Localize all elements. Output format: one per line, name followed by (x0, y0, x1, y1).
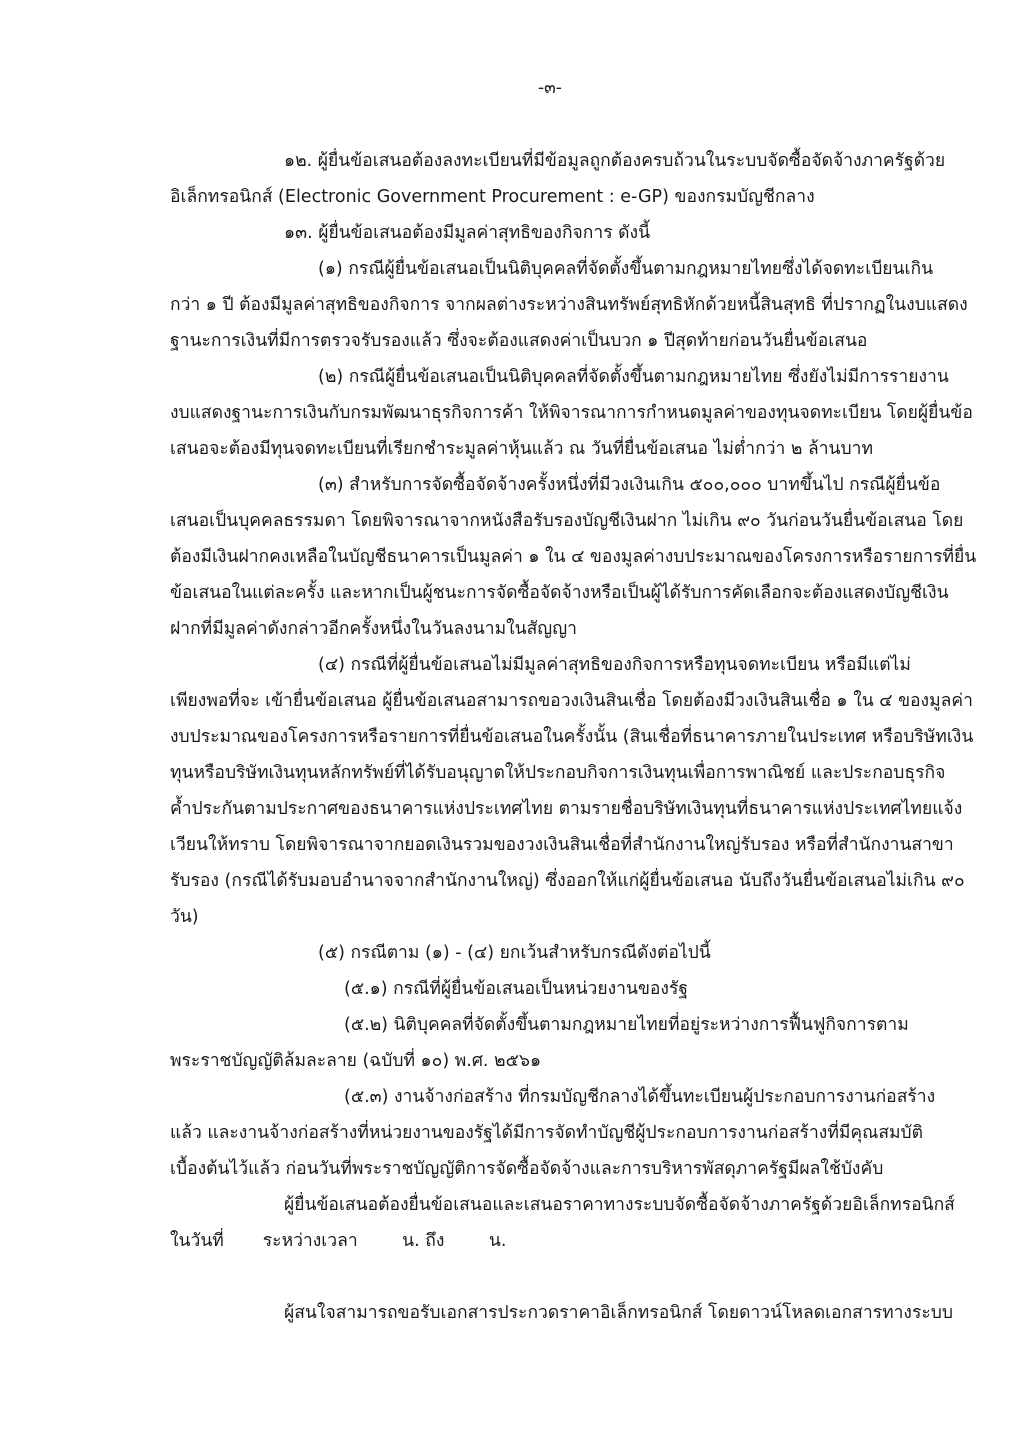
clause-5-3-line-2: แล้ว และงานจ้างก่อสร้างที่หน่วยงานของรัฐได้มีการจัดทำบัญชีผู้ประกอบการงานก่อสร้างที่มีคุณสมบัติ (170, 1123, 924, 1143)
submission-line-2: ในวันที่ ระหว่างเวลา น. ถึง น. (170, 1231, 507, 1251)
clause-5-2-line-2: พระราชบัญญัติล้มละลาย (ฉบับที่ ๑๐) พ.ศ. ๒๕๖๑ (170, 1051, 542, 1071)
clause-4-line-2: เพียงพอที่จะ เข้ายื่นข้อเสนอ ผู้ยื่นข้อเสนอสามารถขอวงเงินสินเชื่อ โดยต้องมีวงเงินสินเชื่อ ๑ ใน ๔ ของมูลค่า (170, 691, 973, 711)
clause-1-line-2: กว่า ๑ ปี ต้องมีมูลค่าสุทธิของกิจการ จากผลต่างระหว่างสินทรัพย์สุทธิหักด้วยหนี้สินสุทธิ ที่ปรากฏในงบแสดง (170, 295, 968, 315)
clause-5-2-line-1: (๕.๒) นิติบุคคลที่จัดตั้งขึ้นตามกฎหมายไทยที่อยู่ระหว่างการฟื้นฟูกิจการตาม (344, 1015, 909, 1035)
interested-parties-line: ผู้สนใจสามารถขอรับเอกสารประกวดราคาอิเล็กทรอนิกส์ โดยดาวน์โหลดเอกสารทางระบบ (284, 1303, 953, 1323)
clause-4-line-6: เวียนให้ทราบ โดยพิจารณาจากยอดเงินรวมของวงเงินสินเชื่อที่สำนักงานใหญ่รับรอง หรือที่สำนักงานสาขา (170, 835, 954, 855)
clause-4-line-7: รับรอง (กรณีได้รับมอบอำนาจจากสำนักงานใหญ่) ซึ่งออกให้แก่ผู้ยื่นข้อเสนอ นับถึงวันยื่นข้อเสนอไม่เกิน ๙๐ (170, 871, 965, 891)
item-12-line-1: ๑๒. ผู้ยื่นข้อเสนอต้องลงทะเบียนที่มีข้อมูลถูกต้องครบถ้วนในระบบจัดซื้อจัดจ้างภาครัฐด้วย (284, 151, 946, 171)
clause-5-1: (๕.๑) กรณีที่ผู้ยื่นข้อเสนอเป็นหน่วยงานของรัฐ (344, 979, 689, 999)
clause-4-line-5: ค้ำประกันตามประกาศของธนาคารแห่งประเทศไทย ตามรายชื่อบริษัทเงินทุนที่ธนาคารแห่งประเทศไทยแจ้ง (170, 799, 963, 819)
clause-2-line-3: เสนอจะต้องมีทุนจดทะเบียนที่เรียกชำระมูลค่าหุ้นแล้ว ณ วันที่ยื่นข้อเสนอ ไม่ต่ำกว่า ๒ ล้านบาท (170, 439, 873, 459)
submission-line-1: ผู้ยื่นข้อเสนอต้องยื่นข้อเสนอและเสนอราคาทางระบบจัดซื้อจัดจ้างภาครัฐด้วยอิเล็กทรอนิกส์ (284, 1195, 955, 1215)
item-12-line-2: อิเล็กทรอนิกส์ (Electronic Government Procurement : e-GP) ของกรมบัญชีกลาง (170, 187, 815, 207)
page-number: -๓- (538, 78, 562, 98)
clause-2-line-1: (๒) กรณีผู้ยื่นข้อเสนอเป็นนิติบุคคลที่จัดตั้งขึ้นตามกฎหมายไทย ซึ่งยังไม่มีการรายงาน (318, 367, 949, 387)
clause-4-line-4: ทุนหรือบริษัทเงินทุนหลักทรัพย์ที่ได้รับอนุญาตให้ประกอบกิจการเงินทุนเพื่อการพาณิชย์ และประกอบธุรกิจ (170, 763, 946, 783)
clause-3-line-1: (๓) สำหรับการจัดซื้อจัดจ้างครั้งหนึ่งที่มีวงเงินเกิน ๕๐๐,๐๐๐ บาทขึ้นไป กรณีผู้ยื่นข้อ (318, 475, 941, 495)
clause-2-line-2: งบแสดงฐานะการเงินกับกรมพัฒนาธุรกิจการค้า ให้พิจารณาการกำหนดมูลค่าของทุนจดทะเบียน โดยผู้ยื่นข้อ (170, 403, 973, 423)
clause-3-line-2: เสนอเป็นบุคคลธรรมดา โดยพิจารณาจากหนังสือรับรองบัญชีเงินฝาก ไม่เกิน ๙๐ วันก่อนวันยื่นข้อเสนอ โดย (170, 511, 964, 531)
clause-3-line-3: ต้องมีเงินฝากคงเหลือในบัญชีธนาคารเป็นมูลค่า ๑ ใน ๔ ของมูลค่างบประมาณของโครงการหรือรายการที่ยื่น (170, 547, 977, 567)
clause-3-line-4: ข้อเสนอในแต่ละครั้ง และหากเป็นผู้ชนะการจัดซื้อจัดจ้างหรือเป็นผู้ได้รับการคัดเลือกจะต้องแสดงบัญชีเงิน (170, 583, 949, 603)
clause-1-line-3: ฐานะการเงินที่มีการตรวจรับรองแล้ว ซึ่งจะต้องแสดงค่าเป็นบวก ๑ ปีสุดท้ายก่อนวันยื่นข้อเสนอ (170, 331, 868, 351)
clause-5-3-line-1: (๕.๓) งานจ้างก่อสร้าง ที่กรมบัญชีกลางได้ขึ้นทะเบียนผู้ประกอบการงานก่อสร้าง (344, 1087, 936, 1107)
item-13-heading: ๑๓. ผู้ยื่นข้อเสนอต้องมีมูลค่าสุทธิของกิจการ ดังนี้ (284, 223, 651, 243)
clause-4-line-1: (๔) กรณีที่ผู้ยื่นข้อเสนอไม่มีมูลค่าสุทธิของกิจการหรือทุนจดทะเบียน หรือมีแต่ไม่ (318, 655, 911, 675)
clause-1-line-1: (๑) กรณีผู้ยื่นข้อเสนอเป็นนิติบุคคลที่จัดตั้งขึ้นตามกฎหมายไทยซึ่งได้จดทะเบียนเกิน (318, 259, 934, 279)
clause-3-line-5: ฝากที่มีมูลค่าดังกล่าวอีกครั้งหนึ่งในวันลงนามในสัญญา (170, 619, 577, 639)
clause-5-heading: (๕) กรณีตาม (๑) - (๔) ยกเว้นสำหรับกรณีดังต่อไปนี้ (318, 943, 711, 963)
clause-4-line-3: งบประมาณของโครงการหรือรายการที่ยื่นข้อเสนอในครั้งนั้น (สินเชื่อที่ธนาคารภายในประเทศ หรือบริษัทเงิน (170, 727, 974, 747)
clause-5-3-line-3: เบื้องต้นไว้แล้ว ก่อนวันที่พระราชบัญญัติการจัดซื้อจัดจ้างและการบริหารพัสดุภาครัฐมีผลใช้บังคับ (170, 1159, 884, 1179)
clause-4-line-8: วัน) (170, 907, 199, 927)
